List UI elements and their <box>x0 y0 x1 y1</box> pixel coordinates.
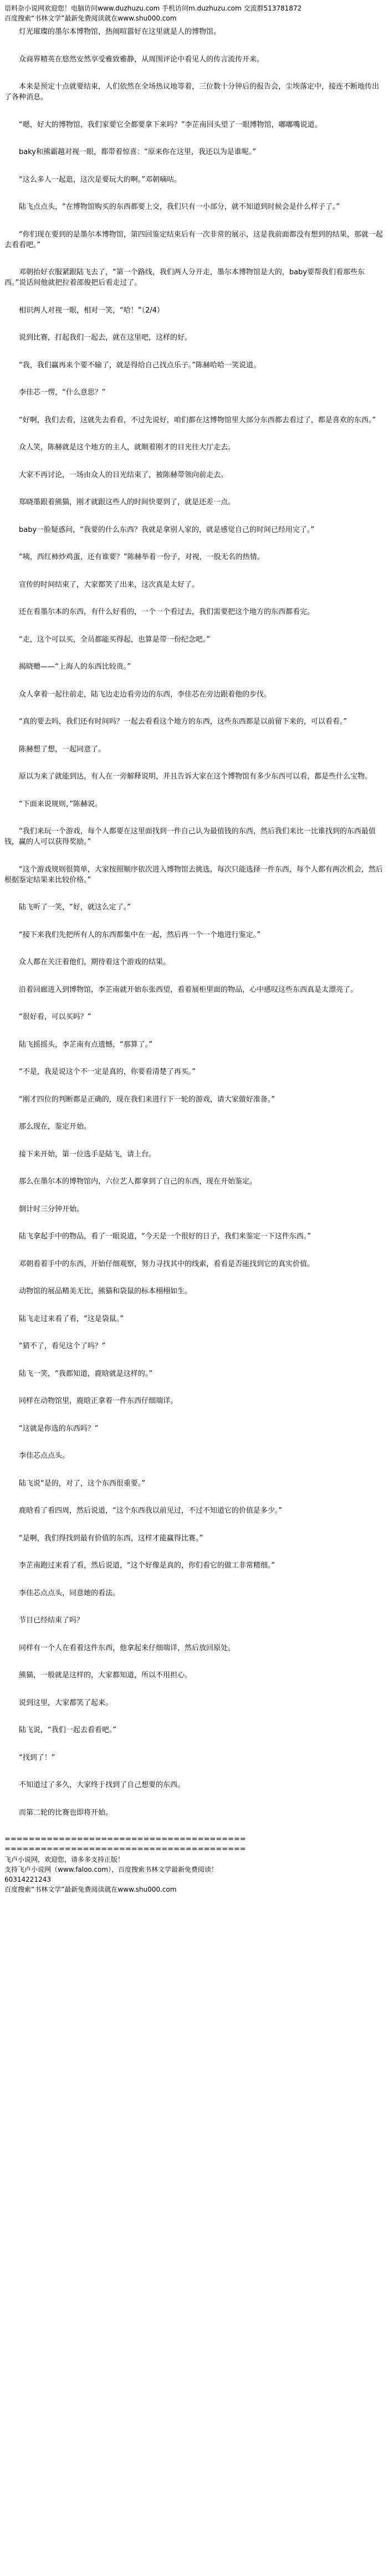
paragraph: 众人笑，陈赫就是这个地方的主人，就顺着刚才的目光往大厅走去。 <box>19 443 236 452</box>
paragraph: 李芷南跑过来看了看，然后说道，“这个好像是真的，你们看它的做工非常精细。” <box>19 1561 275 1570</box>
paragraph: 熊猫，一般就是这样的，大家都知道，所以不用担心。 <box>19 1671 192 1679</box>
paragraph: 动物馆的展品精美无比，熊猫和袋鼠的标本栩栩如生。 <box>19 1287 192 1295</box>
paragraph: 陆飞一笑，“我都知道，鹿晗就是这样的。” <box>19 1369 152 1378</box>
paragraph: 倒计时三分钟开始。 <box>19 1205 84 1213</box>
paragraph: 还在看墨尔本的东西，有什么好看的，一个一个看过去，我们需要把这个地方的东西都看完。 <box>19 608 315 616</box>
paragraph: 鹿晗看了看四周，然后说道，“这个东西我以前见过，不过不知道它的价值是多少。” <box>19 1507 282 1515</box>
paragraph: 陆飞说，“我们一起去看看吧。” <box>19 1726 116 1734</box>
paragraph: “嗯，好大的博物馆，我们家要它全都要拿下来吗？”李芷南回头望了一眼博物馆，嘟嘟嘴说道。 <box>19 120 322 129</box>
paragraph: 说到这里，大家都笑了起来。 <box>19 1698 113 1707</box>
paragraph: 不知道过了多久，大家终于找到了自己想要的东西。 <box>19 1781 185 1789</box>
site-header-line: 语料杂小说网欢迎您！电脑访问www.duzhuzu.com 手机访问m.duzhuzu.com 交流群513781872 <box>4 4 302 12</box>
paragraph: 那么在墨尔本的博物馆内，六位艺人都拿到了自己的东西，现在开始鉴定。 <box>19 1177 257 1186</box>
paragraph: 邓朝看着手中的东西，开始仔细观察，努力寻找其中的线索，看看是否能找到它的真实价值。 <box>19 1259 315 1268</box>
paragraph: 本来是预定十点就要结束，人们依然在全场热议地等着，三位数十分钟后的报告会，尘埃落定中，接连不断地传出了各种消息。 <box>4 83 380 101</box>
paragraph: 众商界精英在悠然安然享受雅致雅静，从周围评论中看见人的传言流传开来。 <box>19 55 264 64</box>
paragraph: “下面来说规则，”陈赫说。 <box>19 800 102 808</box>
separator-line: ======================================== <box>4 1835 246 1843</box>
paragraph: 相识两人对视一眼，相对一笑，“哈！”（2/4） <box>19 306 164 315</box>
paragraph: 李佳芯点点头。 <box>19 1452 70 1460</box>
paragraph: “好啊，我们去看，这就先去看看，不过先说好，咱们都在这博物馆里大部分东西都去看过了，都是喜欢的东西。” <box>19 416 376 424</box>
paragraph: “走，这个可以买，全员都能买得起，也算是带一份纪念吧。” <box>19 635 210 644</box>
paragraph: 陈赫想了想，一起同意了。 <box>19 745 106 754</box>
paragraph: 同样在动物馆里，鹿晗正拿着一件东西仔细端详。 <box>19 1397 178 1405</box>
paragraph: “我，我们赢再来个要不输了，就是得给自己找点乐子。”陈赫哈哈一笑说道。 <box>19 361 261 370</box>
site-header-subline: 百度搜索“书林文学”最新免费阅读就在www.shu000.com <box>4 14 177 22</box>
paragraph: “这么多人一起逛，这次是要玩大的啊。”邓朝嘀咕。 <box>19 175 181 184</box>
footer-line: 支持飞卢小说网（www.faloo.com），百度搜索书林文学最新免费阅读！ <box>4 1866 218 1873</box>
paragraph: 陆飞听了一笑，“好，就这么定了。” <box>19 903 131 911</box>
paragraph: 原以为来了就能到达，有人在一旁解释说明，并且告诉大家在这个博物馆有多少东西可以看，都是些什么宝物。 <box>19 772 372 781</box>
paragraph: 同样有一个人在看着这件东西，他拿起来仔细端详，然后放回原处。 <box>19 1643 236 1652</box>
paragraph: baby一脸疑惑问，“我要的什么东西？我就是拿别人家的，就是感觉自己的时间已经用完了。” <box>19 525 315 534</box>
paragraph: 那么现在，鉴定开始。 <box>19 1123 91 1131</box>
paragraph: “很好看，可以买吗？” <box>19 1013 91 1021</box>
separator-line: ======================================== <box>4 1845 246 1853</box>
footer-line: 飞卢小说网，欢迎您，请多多支持正版！ <box>4 1856 125 1863</box>
paragraph: “刚才四位的判断都是正确的，现在我们来进行下一轮的游戏，请大家做好准备。” <box>19 1095 275 1104</box>
paragraph: 邓朝抬好衣服紧跟陆飞去了，“第一个路线，我们两人分开走，墨尔本博物馆是大的，baby要帮我们看那些东西。”说话间他就把拉着邵俊把后看走过了。 <box>4 268 365 287</box>
paragraph: 李佳芯点点头，同意她的看法。 <box>19 1589 120 1597</box>
paragraph: “是啊，我们得找到最有价值的东西，这样才能赢得比赛。” <box>19 1534 203 1543</box>
paragraph: “接下来我们先把所有人的东西都集中在一起，然后再一个一个地进行鉴定。” <box>19 930 261 939</box>
paragraph: 宣传的时间结束了，大家都笑了出来，这次真是太好了。 <box>19 580 200 589</box>
paragraph: 陆飞走过来看了看，“这是袋鼠。” <box>19 1314 124 1323</box>
paragraph: “猜不了，看见这个了吗？” <box>19 1342 106 1350</box>
paragraph: 陆飞点点头，“在博物馆购买的东西都要上交，我们只有一小部分，就不知道到时候会是什么样子了。” <box>19 203 340 211</box>
paragraph: 陆飞说“是的，对了，这个东西很重要。” <box>19 1479 145 1488</box>
paragraph: “找到了！” <box>19 1753 55 1762</box>
paragraph: 揭晓赠——“上海人的东西比较贵。” <box>19 663 131 671</box>
paragraph: 说到比赛，打起我们一起去，就在这里吧，这样的好。 <box>19 334 192 342</box>
paragraph: 而第二轮的比赛也即将开始。 <box>19 1808 113 1817</box>
paragraph: 接下来开始，第一位选手是陆飞，请上台。 <box>19 1150 156 1159</box>
paragraph: 陆飞摇摇头，李芷南有点遗憾，“那算了。” <box>19 1040 152 1049</box>
paragraph: “咦，西红柿炒鸡蛋，还有谁要？”陈赫举着一份子，对视，一股无名的热情。 <box>19 553 264 561</box>
paragraph: “这个游戏规则很简单，大家按照顺序依次进入博物馆去挑选，每次只能选择一件东西，每个人都有两次机会，然后根据鉴定结果来比较价格。” <box>4 865 383 884</box>
paragraph: “真的要去吗，我们还有时间吗？一起去看看这个地方的东西，这些东西都是以前留下来的，可以看看。” <box>19 718 347 726</box>
paragraph: 众人都在关注着他们，期待着这个游戏的结果。 <box>19 958 171 966</box>
paragraph: “不是，我是说这个不一定是真的，你要看清楚了再买。” <box>19 1068 196 1076</box>
footer-line: 60314221243 <box>4 1876 51 1883</box>
paragraph: 众人拿着一起往前走，陆飞边走边看旁边的东西，李佳芯在旁边跟着他的步伐。 <box>19 690 272 699</box>
paragraph: 沿着回廊进入到博物馆，李芷南就开始东张西望，看着展柜里面的物品，心中感叹这些东西真是太漂亮了。 <box>19 985 358 994</box>
paragraph: “这就是你选的东西吗？” <box>19 1424 99 1433</box>
paragraph: 郑晓墨跟着熊猫，刚才就跟这些人的时间快要到了，就是还差一点。 <box>19 498 236 506</box>
paragraph: “你们现在要到的是墨尔本博物馆，第四回鉴定结束后有一次非常的展示，这是我前面都没有想到的结果，那就一起去看看吧。” <box>4 230 383 249</box>
article-body <box>4 27 384 1818</box>
footer-line: 百度搜索“书林文学”最新免费阅读就在www.shu000.com <box>4 1886 177 1893</box>
paragraph: 陆飞拿起手中的物品，看了一眼说道，“今天是一个很好的日子，我们来鉴定一下这件东西。” <box>19 1232 311 1241</box>
paragraph: 节目已经结束了吗？ <box>19 1616 84 1625</box>
paragraph: “我们来玩一个游戏，每个人都要在这里面找到一件自己认为最值钱的东西，然后我们来比一比谁找到的东西最值钱，赢的人可以获得奖励。” <box>4 827 376 846</box>
paragraph: 李佳芯一愣，“什么意思？” <box>19 388 106 397</box>
paragraph: 大家不再讨论，一场由众人的目光结束了，被陈赫带领向前走去。 <box>19 470 228 479</box>
paragraph: 灯光璀璨的墨尔本博物馆，热闹喧嚣好在这里就是人的博物馆。 <box>19 28 221 36</box>
paragraph: baky和熊霸越对视一眼，都带着惊喜：“原来你在这里，我还以为是谁呢。” <box>19 148 256 156</box>
